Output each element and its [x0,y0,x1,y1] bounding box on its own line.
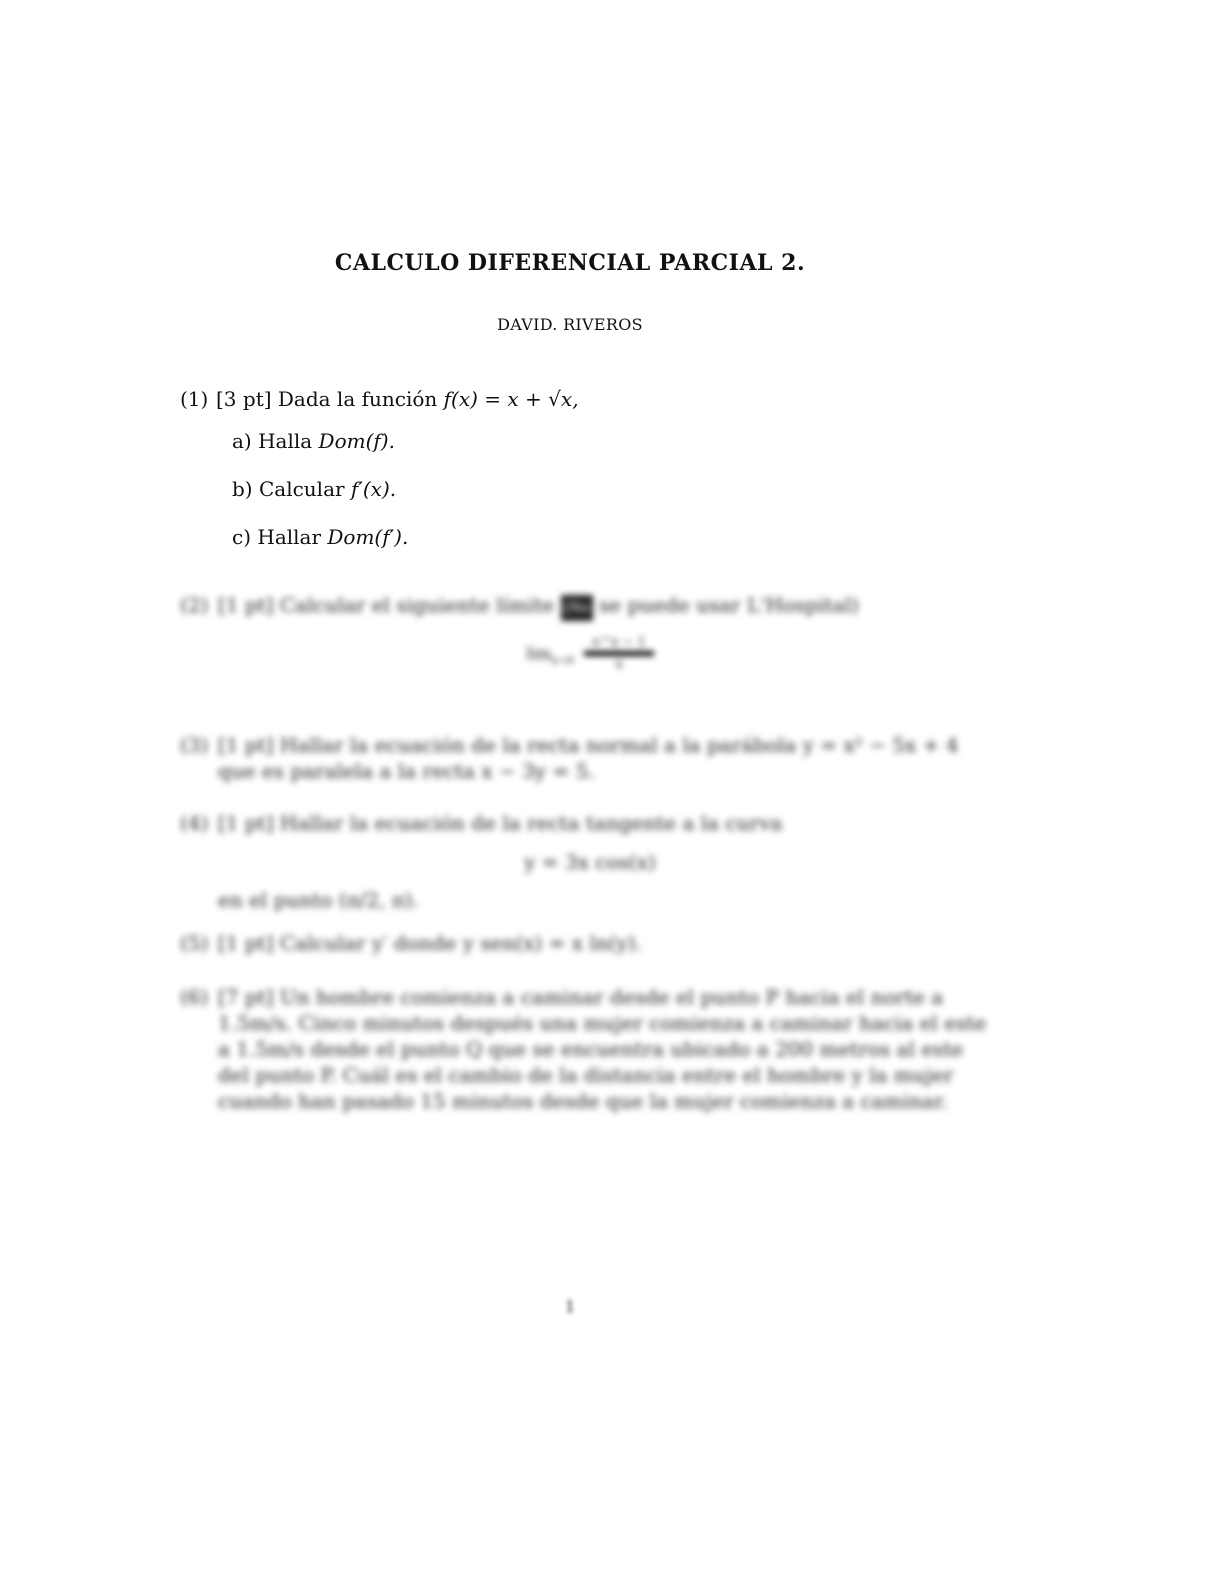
limit-fraction [584,635,653,672]
part-math: Dom(f′). [327,525,409,549]
part-c [232,525,1000,549]
problem-number: (3) [180,733,209,757]
problem-1-statement [180,387,1000,411]
problem-points: [3 pt] [216,387,272,411]
part-b [232,477,1000,501]
problem-text: [1 pt] Hallar la ecuación de la recta tangente a la curva [218,811,783,835]
problem-text-cont: se puede usar L'Hospital) [599,593,859,617]
problem-text: [1 pt] Calcular y′ donde y sen(x) = x ln(y). [218,931,642,955]
problem-number: (2) [180,593,209,617]
part-label: a) [232,429,252,453]
author-name: DAVID. RIVEROS [497,315,643,334]
page-title: CALCULO DIFERENCIAL PARCIAL 2. [334,250,806,276]
limit-expression [180,635,1000,672]
problem-text: [7 pt] Un hombre comienza a caminar desde el punto P hacia el norte a 1.5m/s. Cinco minutos después una mujer comienza a caminar hacia el este a 1.5m/s desde el punto Q que se encuentra ubicado a 200 metros al este del punto P. Cuál es el cambio de la distancia entre el hombre y la mujer cuando han pasado 15 minutos desde que la mujer comienza a caminar. [218,985,987,1113]
problem-3 [180,732,1000,784]
problem-number: (4) [180,811,209,835]
problem-text: [1 pt] Hallar la ecuación de la recta normal a la parábola y = x² − 5x + 4 que es paralela a la recta x − 3y = 5. [218,733,959,783]
problem-2 [180,592,1000,686]
limit-subscript: x→0 [551,654,575,667]
part-label: b) [232,477,253,501]
part-math: Dom(f). [318,429,395,453]
fraction-denominator: x [615,657,623,672]
problem-number: (1) [180,387,209,411]
limit-word: lim [526,644,552,663]
tangent-equation: y = 3x cos(x) [524,850,656,874]
fraction-numerator: e^x − 1 [592,635,646,650]
part-a [232,429,1000,453]
problem-text: Dada la función [277,387,438,411]
problem-text: [1 pt] Calcular el siguiente límite [218,593,555,617]
problem-1-parts [232,429,1000,549]
fraction-bar [584,651,653,656]
hint-highlight: (No [561,595,593,621]
problem-5 [180,930,1000,956]
part-text: Hallar [257,525,322,549]
part-text: Calcular [258,477,345,501]
problem-text-cont: en el punto (π/2, π). [218,888,420,912]
part-math: f′(x). [350,477,397,501]
problem-4 [180,810,1000,912]
problem-number: (5) [180,931,209,955]
problem-1 [180,387,1000,573]
part-label: c) [232,525,252,549]
part-text: Halla [258,429,313,453]
problem-6 [180,984,1000,1114]
page-number: 1 [564,1297,576,1316]
function-definition: f(x) = x + √x, [443,387,579,411]
problem-number: (6) [180,985,209,1009]
